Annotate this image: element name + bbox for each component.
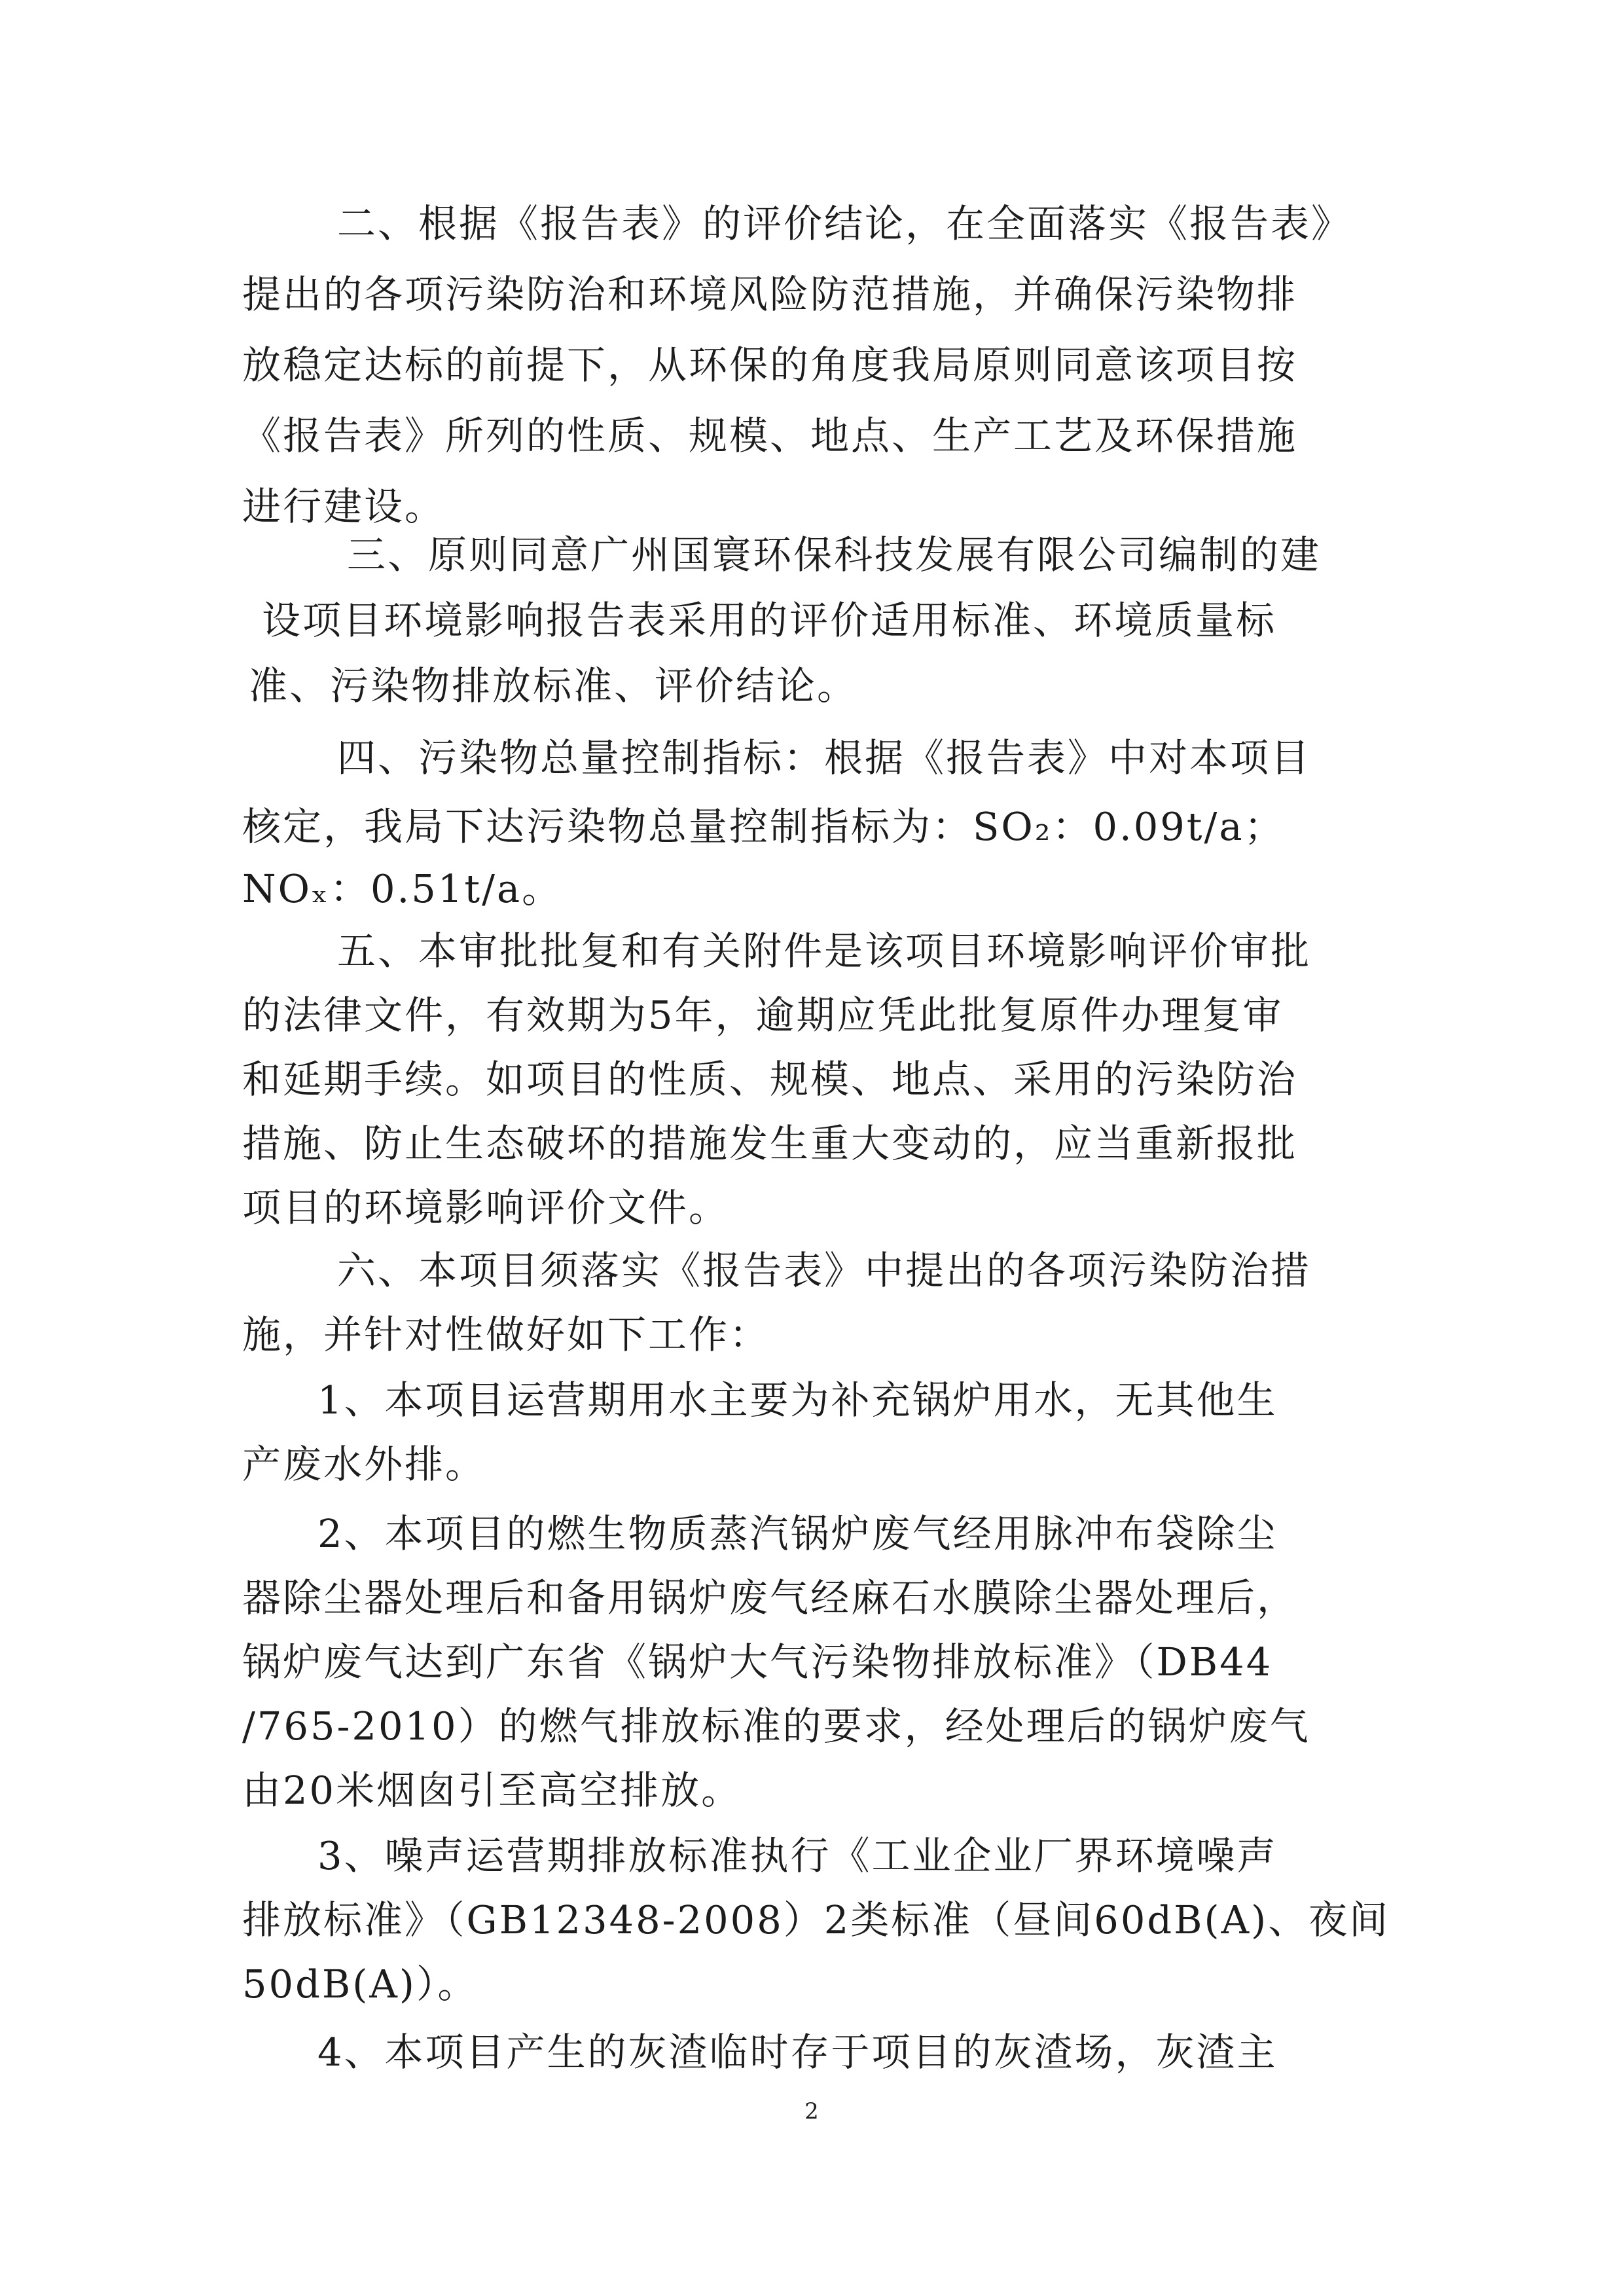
text-line: NOₓ：0.51t/a。	[242, 866, 563, 911]
text-line: 准、污染物排放标准、评价结论。	[249, 663, 858, 708]
page-number: 2	[804, 2098, 819, 2124]
text-line: 器除尘器处理后和备用锅炉废气经麻石水膜除尘器处理后，	[242, 1575, 1298, 1620]
text-line: 施，并针对性做好如下工作：	[242, 1312, 770, 1357]
text-line: 50dB(A)）。	[242, 1961, 478, 2007]
text-line: 2、本项目的燃生物质蒸汽锅炉废气经用脉冲布袋除尘	[317, 1511, 1278, 1556]
text-line: 1、本项目运营期用水主要为补充锅炉用水，无其他生	[317, 1377, 1278, 1423]
text-line: 核定，我局下达污染物总量控制指标为：SO₂：0.09t/a；	[242, 804, 1285, 849]
text-line: 的法律文件，有效期为5年，逾期应凭此批复原件办理复审	[242, 993, 1284, 1038]
text-line: 进行建设。	[242, 484, 446, 529]
text-line: 排放标准》（GB12348-2008）2类标准（昼间60dB(A)、夜间	[242, 1897, 1390, 1942]
text-line: 项目的环境影响评价文件。	[242, 1185, 730, 1230]
text-line: /765-2010）的燃气排放标准的要求，经处理后的锅炉废气	[242, 1704, 1310, 1749]
text-line: 措施、防止生态破坏的措施发生重大变动的，应当重新报批	[242, 1121, 1298, 1166]
text-line: 放稳定达标的前提下，从环保的角度我局原则同意该项目按	[242, 342, 1298, 388]
text-line: 二、根据《报告表》的评价结论，在全面落实《报告表》	[337, 201, 1352, 246]
text-line: 六、本项目须落实《报告表》中提出的各项污染防治措	[337, 1248, 1312, 1293]
text-line: 《报告表》所列的性质、规模、地点、生产工艺及环保措施	[242, 413, 1298, 458]
text-line: 四、污染物总量控制指标：根据《报告表》中对本项目	[337, 735, 1312, 780]
text-line: 由20米烟囱引至高空排放。	[242, 1768, 742, 1813]
text-line: 和延期手续。如项目的性质、规模、地点、采用的污染防治	[242, 1057, 1298, 1102]
text-line: 产废水外排。	[242, 1442, 486, 1487]
text-line: 4、本项目产生的灰渣临时存于项目的灰渣场，灰渣主	[317, 2030, 1278, 2075]
text-line: 设项目环境影响报告表采用的评价适用标准、环境质量标	[262, 598, 1277, 643]
text-line: 锅炉废气达到广东省《锅炉大气污染物排放标准》（DB44	[242, 1639, 1273, 1685]
text-line: 三、原则同意广州国寰环保科技发展有限公司编制的建	[347, 532, 1322, 577]
text-line: 五、本审批批复和有关附件是该项目环境影响评价审批	[337, 928, 1312, 974]
text-line: 提出的各项污染防治和环境风险防范措施，并确保污染物排	[242, 272, 1298, 317]
text-line: 3、噪声运营期排放标准执行《工业企业厂界环境噪声	[317, 1833, 1278, 1878]
